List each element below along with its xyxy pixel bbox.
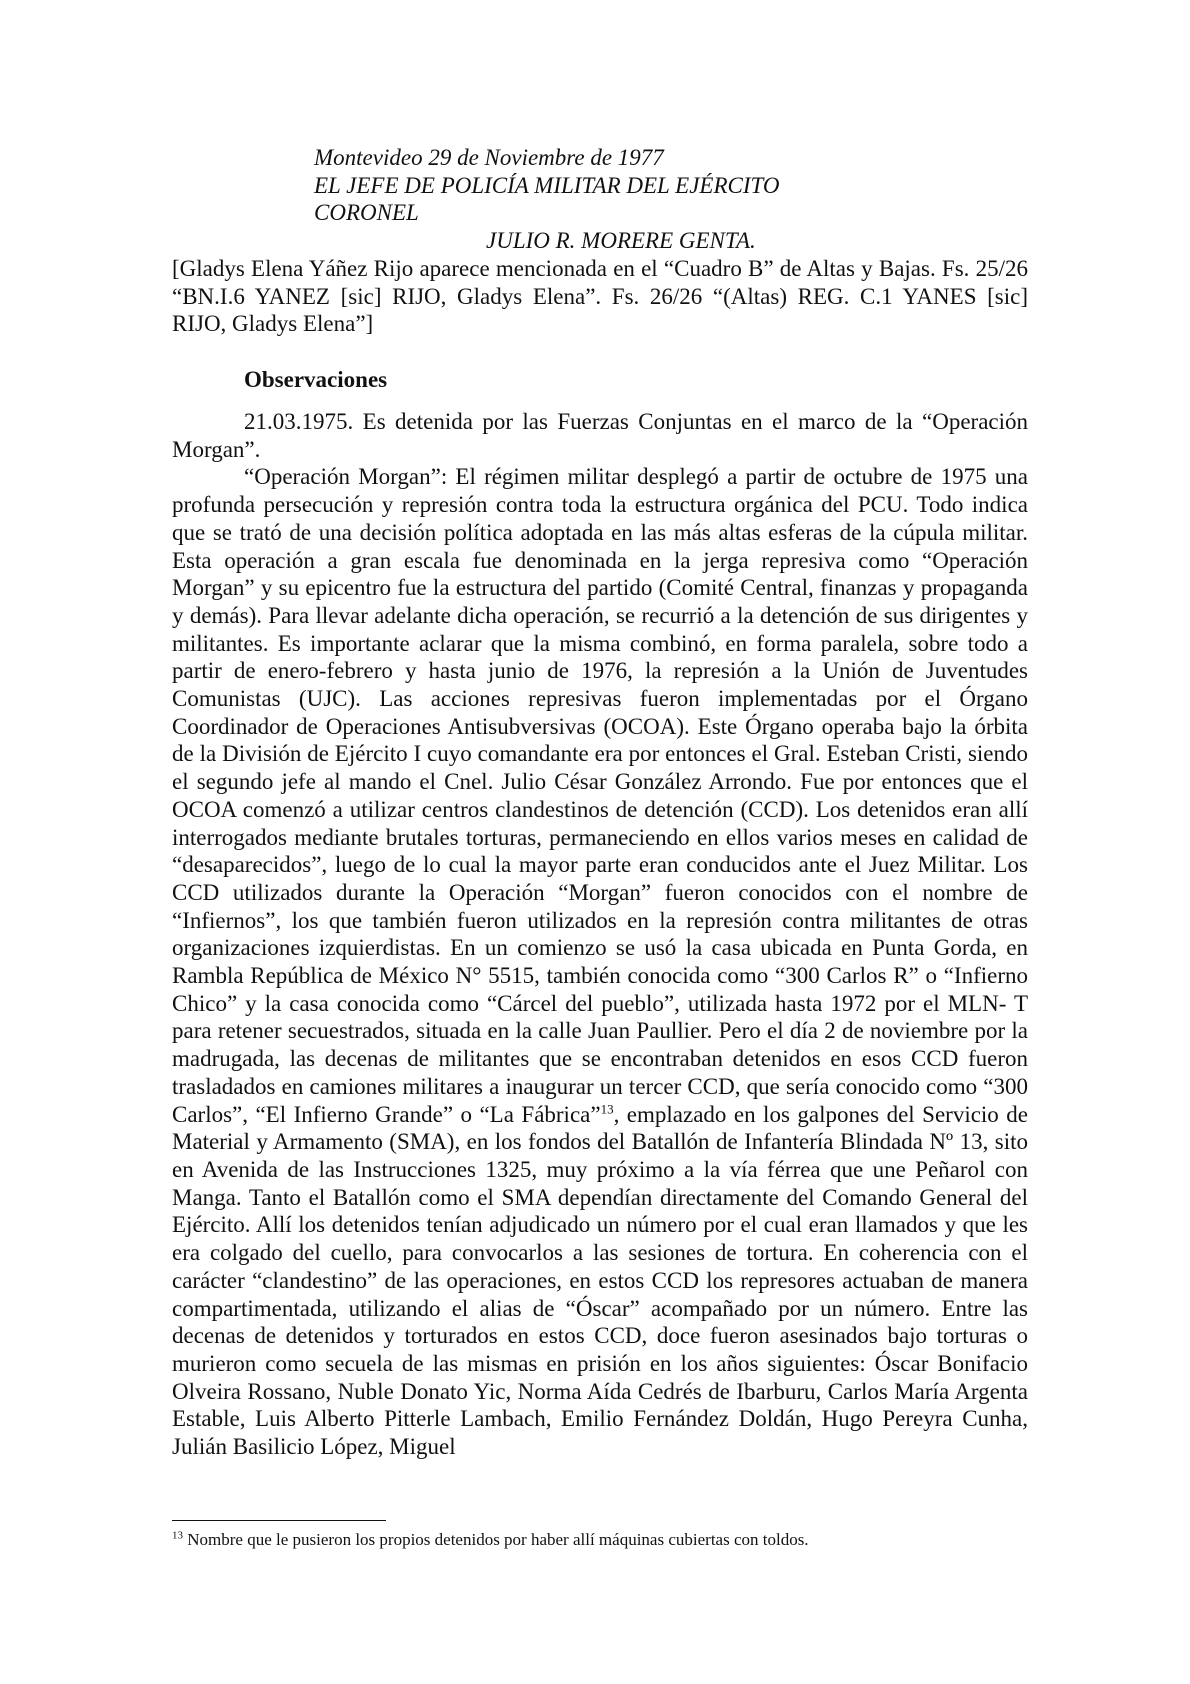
paragraph-text-part-2: , emplazado en los galpones del Servicio de Material y Armamento (SMA), en los fondos del Batallón de Infantería Blindada Nº 13, sito en Avenida de las Instrucciones 1325, muy próximo a la vía férrea que une Peñarol con Manga. Tanto el Batallón como el SMA dependían directamente del Comando General del Ejército. Allí los detenidos tenían adjudicado un número por el cual eran llamados y que les era colgado del cuello, para convocarlos a las sesiones de tortura. En coherencia con el carácter “clandestino” de las operaciones, en estos CCD los represores actuaban de manera compartimentada, utilizando el alias de “Óscar” acompañado por un número. Entre las decenas de detenidos y torturados en estos CCD, doce fueron asesinados bajo torturas o murieron como secuela de las mismas en prisión en los años siguientes: Óscar Bonifacio Olveira Rossano, Nuble Donato Yic, Norma Aída Cedrés de Ibarburu, Carlos María Argenta Estable, Luis Alberto Pitterle Lambach, Emilio Fernández Doldán, Hugo Pereyra Cunha, Julián Basilicio López, Miguel [172,1101,1028,1460]
paragraph-text-part-1: “Operación Morgan”: El régimen militar desplegó a partir de octubre de 1975 una profunda persecución y represión contra toda la estructura orgánica del PCU. Todo indica que se trató de una decisión política adoptada en las más altas esferas de la cúpula militar. Esta operación a gran escala fue denominada en la jerga represiva como “Operación Morgan” y su epicentro fue la estructura del partido (Comité Central, finanzas y propaganda y demás). Para llevar adelante dicha operación, se recurrió a la detención de sus dirigentes y militantes. Es importante aclarar que la misma combinó, en forma paralela, sobre todo a partir de enero-febrero y hasta junio de 1976, la represión a la Unión de Juventudes Comunistas (UJC). Las acciones represivas fueron implementadas por el Órgano Coordinador de Operaciones Antisubversivas (OCOA). Este Órgano operaba bajo la órbita de la División de Ejército I cuyo comandante era por entonces el Gral. Esteban Cristi, siendo el segundo jefe al mando el Cnel. Julio César González Arrondo. Fue por entonces que el OCOA comenzó a utilizar centros clandestinos de detención (CCD). Los detenidos eran allí interrogados mediante brutales torturas, permaneciendo en ellos varios meses en calidad de “desaparecidos”, luego de lo cual la mayor parte eran conducidos ante el Juez Militar. Los CCD utilizados durante la Operación “Morgan” fueron conocidos con el nombre de “Infiernos”, los que también fueron utilizados en la represión contra militantes de otras organizaciones izquierdistas. En un comienzo se usó la casa ubicada en Punta Gorda, en Rambla República de México N° 5515, también conocida como “300 Carlos R” o “Infierno Chico” y la casa conocida como “Cárcel del pueblo”, utilizada hasta 1972 por el MLN- T para retener secuestrados, situada en la calle Juan Paullier. Pero el día 2 de noviembre por la madrugada, las decenas de militantes que se encontraban detenidos en esos CCD fueron trasladados en camiones militares a inaugurar un tercer CCD, que sería conocido como “300 Carlos”, “El Infierno Grande” o “La Fábrica” [172,464,1028,1127]
footnote-reference[interactable]: 13 [600,1100,614,1116]
paragraph-detention: 21.03.1975. Es detenida por las Fuerzas Conjuntas en el marco de la “Operación Morgan”. [172,409,1028,462]
signature-name: JULIO R. MORERE GENTA. [486,227,756,253]
intro-note-block [172,255,1028,338]
signature-date: Montevideo 29 de Noviembre de 1977 [314,145,664,170]
intro-note: [Gladys Elena Yáñez Rijo aparece mencionada en el “Cuadro B” de Altas y Bajas. Fs. 25/26 “BN.I.6 YANEZ [sic] RIJO, Gladys Elena”. Fs. 26/26 “(Altas) REG. C.1 YANES [sic] RIJO, Gladys Elena”] [172,256,1028,337]
section-heading: Observaciones [244,367,388,392]
signature-block [314,144,780,254]
signature-office: EL JEFE DE POLICÍA MILITAR DEL EJÉRCITO [314,172,780,198]
footnote-divider [172,1520,386,1521]
footnote [172,1529,809,1551]
footnote-number: 13 [172,1529,183,1542]
paragraph-operacion-morgan [172,463,1028,1460]
signature-rank: CORONEL [314,200,419,225]
footnote-text: Nombre que le pusieron los propios detenidos por haber allí máquinas cubiertas con toldos. [183,1530,809,1549]
observations-body [172,408,1028,1461]
